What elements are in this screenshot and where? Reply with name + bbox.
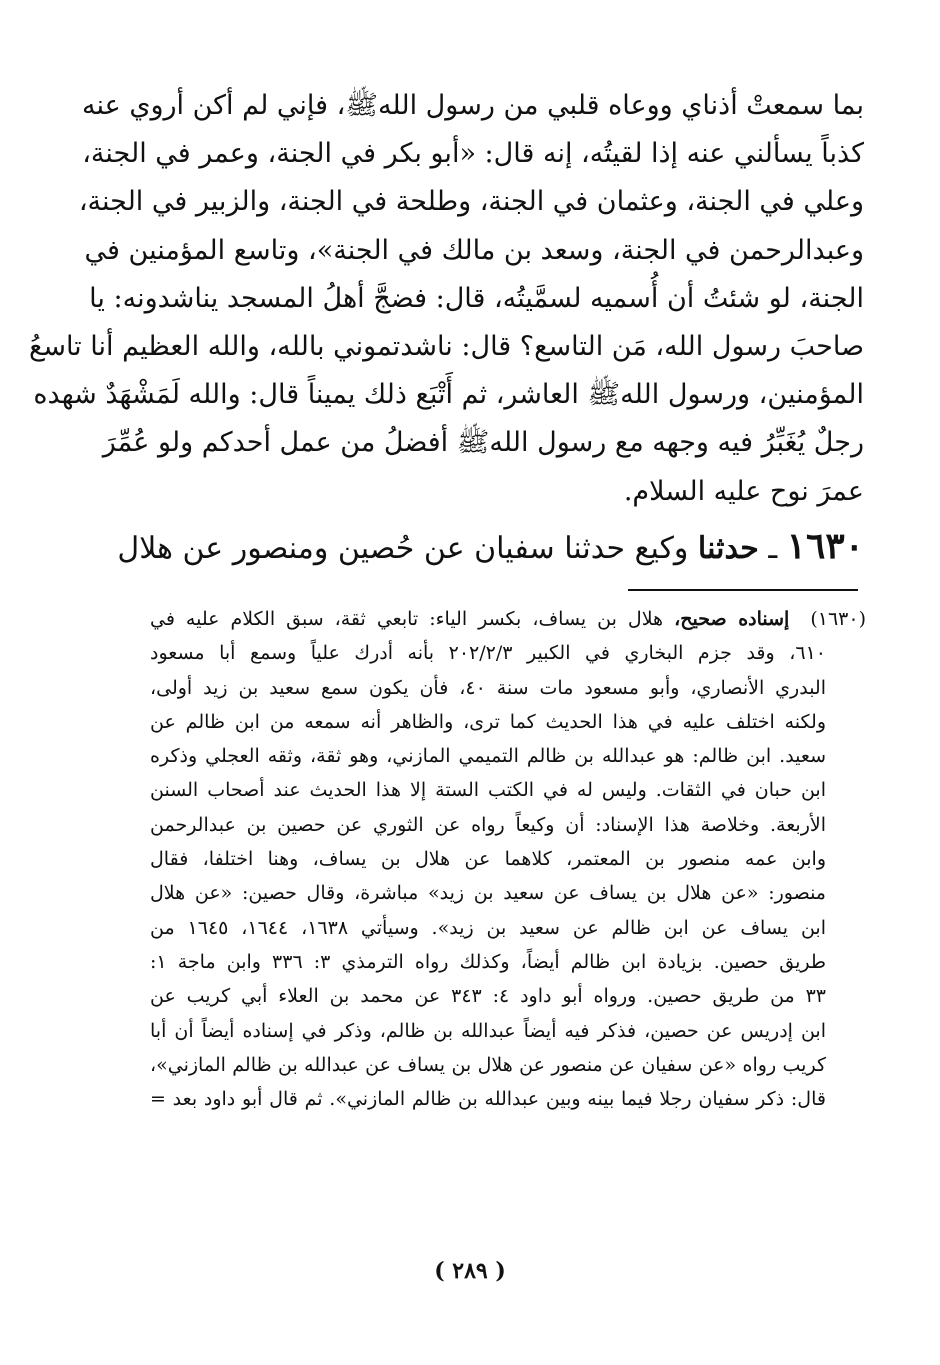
footnote-line: كريب رواه «عن سفيان عن منصور عن هلال بن يساف عن عبدالله بن ظالم المازني»، xyxy=(150,1053,826,1076)
footnote-line: ٦١٠، وقد جزم البخاري في الكبير ٢٠٢/٢/٣ بأنه أدرك علياً وسمع أبا مسعود xyxy=(150,642,826,665)
hadith-keyword: حدثنا xyxy=(697,531,759,566)
footnote-marker: (١٦٣٠) xyxy=(810,608,867,630)
main-text-line: المؤمنين، ورسول اللهﷺ العاشر، ثم أَتْبَع ذلك يميناً قال: والله لَمَشْهَدٌ شهده xyxy=(33,379,864,411)
footnote xyxy=(150,602,866,1116)
footnote-line: سعيد. ابن ظالم: هو عبدالله بن ظالم التميمي المازني، وهو ثقة، وثقه العجلي وذكره xyxy=(150,745,826,768)
footnote-line: ولكنه اختلف عليه في هذا الحديث كما ترى، والظاهر أنه سمعه من ابن ظالم عن xyxy=(150,710,826,733)
footnote-line-text: هلال بن يساف، بكسر الياء: تابعي ثقة، سبق الكلام عليه في xyxy=(150,608,664,630)
main-text-line: الجنة، لو شئتُ أن أُسميه لسمَّيتُه، قال: فضجَّ أهلُ المسجد يناشدونه: يا xyxy=(89,282,864,314)
footnote-line: ابن حبان في الثقات. وليس له في الكتب الستة إلا هذا الحديث عند أصحاب السنن xyxy=(150,779,826,802)
footnote-line: طريق حصين. بزيادة ابن ظالم أيضاً، وكذلك رواه الترمذي ٣: ٣٣٦ وابن ماجة ١: xyxy=(150,950,826,973)
main-text-line: كذباً يسألني عنه إذا لقيتُه، إنه قال: «أبو بكر في الجنة، وعمر في الجنة، xyxy=(82,138,864,170)
main-text-line: بما سمعتْ أذناي ووعاه قلبي من رسول اللهﷺ، فإني لم أكن أروي عنه xyxy=(82,90,864,121)
main-text xyxy=(28,82,864,516)
page-number: ( ٢٨٩ ) xyxy=(434,1258,506,1284)
footnote-lead: إسناده صحيح، xyxy=(674,608,790,630)
main-text-line: وعبدالرحمن في الجنة، وسعد بن مالك في الجنة»، وتاسع المؤمنين في xyxy=(84,234,864,266)
main-text-line: صاحبَ رسول الله، مَن التاسع؟ قال: ناشدتموني بالله، والله العظيم أنا تاسعُ xyxy=(28,331,864,363)
hadith-number: ١٦٣٠ xyxy=(786,525,864,567)
main-text-line: عمرَ نوح عليه السلام. xyxy=(623,475,864,507)
footnote-line: قال: ذكر سفيان رجلا فيما بينه وبين عبدالله بن ظالم المازني». ثم قال أبو داود بعد = xyxy=(150,1088,826,1111)
hadith-heading xyxy=(117,518,864,577)
footnote-separator xyxy=(628,589,858,591)
footnote-line: الأربعة. وخلاصة هذا الإسناد: أن وكيعاً رواه عن الثوري عن حصين بن عبدالرحمن xyxy=(150,813,826,836)
footnote-line: وابن عمه منصور بن المعتمر، كلاهما عن هلال بن يساف، وهنا اختلفا، فقال xyxy=(150,848,826,871)
hadith-dash: ـ xyxy=(768,531,778,566)
hadith-chain-text: وكيع حدثنا سفيان عن حُصين ومنصور عن هلال xyxy=(117,531,689,566)
footnote-line: البدري الأنصاري، وأبو مسعود مات سنة ٤٠، فأن يكون سمع سعيد بن زيد أولى، xyxy=(150,676,826,699)
footnote-line: ابن يساف عن ابن ظالم عن سعيد بن زيد». وسيأتي ١٦٣٨، ١٦٤٤، ١٦٤٥ من xyxy=(150,916,826,939)
main-text-line: وعلي في الجنة، وعثمان في الجنة، وطلحة في الجنة، والزبير في الجنة، xyxy=(78,186,864,218)
footnote-line: ٣٣ من طريق حصين. ورواه أبو داود ٤: ٣٤٣ عن محمد بن العلاء أبي كريب عن xyxy=(150,985,826,1008)
footnote-line xyxy=(150,602,866,636)
footnote-line: منصور: «عن هلال بن يساف عن سعيد بن زيد» مباشرة، وقال حصين: «عن هلال xyxy=(150,882,826,905)
footnote-line: ابن إدريس عن حصين، فذكر فيه أيضاً عبدالله بن ظالم، وذكر في إسناده أيضاً أن أبا xyxy=(150,1019,826,1042)
main-text-line: رجلٌ يُغَبِّرُ فيه وجهه مع رسول اللهﷺ أفضلُ من عمل أحدكم ولو عُمِّرَ xyxy=(102,427,864,459)
